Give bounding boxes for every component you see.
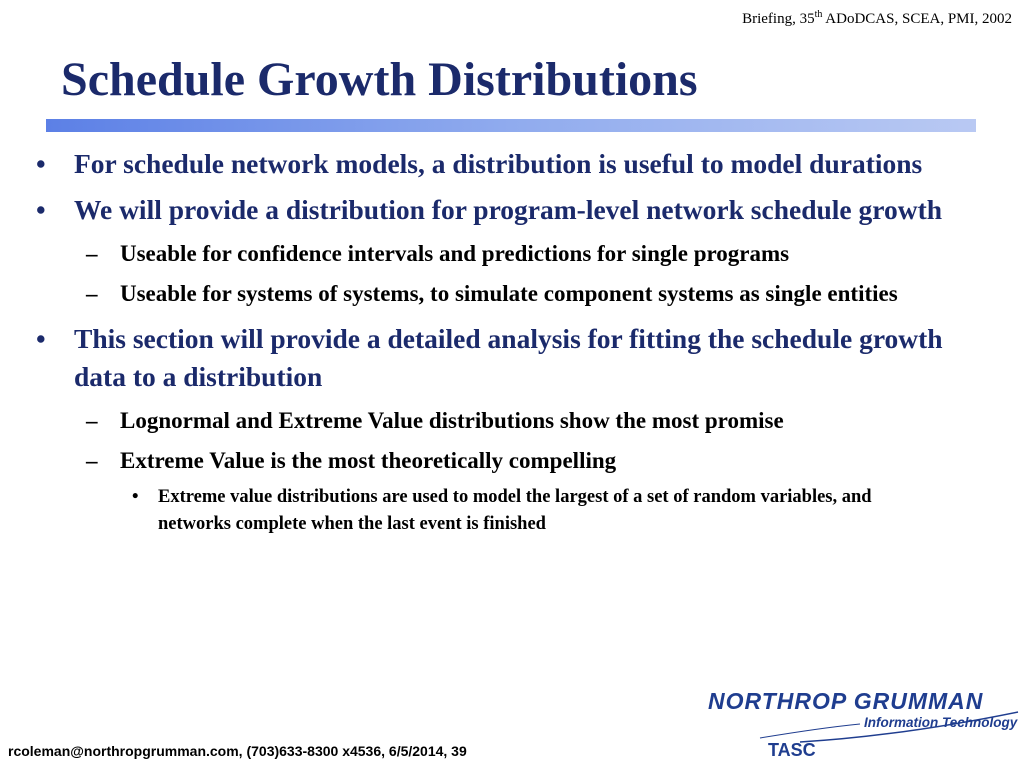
bullet-marker: • bbox=[36, 194, 46, 225]
sub-sub-bullet-item bbox=[132, 484, 918, 538]
sub-bullet-text: Extreme Value is the most theoretically compelling bbox=[120, 448, 617, 473]
header-note-suffix: ADoDCAS, SCEA, PMI, 2002 bbox=[822, 11, 1012, 27]
sub-bullet-item bbox=[86, 444, 1000, 477]
bullet-item-2 bbox=[36, 191, 994, 229]
logo-main-text: NORTHROP GRUMMAN bbox=[708, 688, 984, 714]
footer-contact: rcoleman@northropgrumman.com, (703)633-8300 x4536, 6/5/2014, 39 bbox=[8, 743, 467, 759]
sub-sub-bullet-text: Extreme value distributions are used to model the largest of a set of random variables, and networks complete when the last event is finished bbox=[158, 487, 872, 534]
dash-marker: – bbox=[86, 281, 98, 306]
bullet-text: We will provide a distribution for program-level network schedule growth bbox=[74, 194, 943, 225]
bullet-item-1 bbox=[36, 145, 994, 183]
dash-marker: – bbox=[86, 408, 98, 433]
bullet-text: This section will provide a detailed analysis for fitting the schedule growth data to a distribution bbox=[74, 323, 943, 392]
header-note-prefix: Briefing, 35 bbox=[742, 11, 815, 27]
title-underline-bar bbox=[46, 119, 976, 132]
header-note-sup: th bbox=[814, 9, 823, 20]
sub-bullet-text: Useable for confidence intervals and predictions for single programs bbox=[120, 241, 790, 266]
bullet-list bbox=[0, 145, 1024, 538]
dash-marker: – bbox=[86, 241, 98, 266]
bullet-text: For schedule network models, a distribution is useful to model durations bbox=[74, 148, 923, 179]
dash-marker: – bbox=[86, 448, 98, 473]
northrop-grumman-logo bbox=[700, 688, 1024, 768]
bullet-item-3 bbox=[36, 320, 994, 396]
slide-title: Schedule Growth Distributions bbox=[61, 53, 698, 106]
sub-bullet-item bbox=[86, 404, 1000, 437]
header-note bbox=[742, 9, 1012, 28]
logo-sub-text: Information Technology bbox=[864, 715, 1018, 730]
sub-bullet-text: Lognormal and Extreme Value distributions show the most promise bbox=[120, 408, 784, 433]
bullet-marker: • bbox=[36, 148, 46, 179]
sub-bullet-text: Useable for systems of systems, to simulate component systems as single entities bbox=[120, 281, 898, 306]
bullet-marker: • bbox=[36, 323, 46, 354]
bullet-marker: • bbox=[132, 487, 139, 507]
tasc-label: TASC bbox=[768, 740, 816, 760]
sub-bullet-item bbox=[86, 277, 1000, 310]
sub-bullet-item bbox=[86, 237, 1000, 270]
